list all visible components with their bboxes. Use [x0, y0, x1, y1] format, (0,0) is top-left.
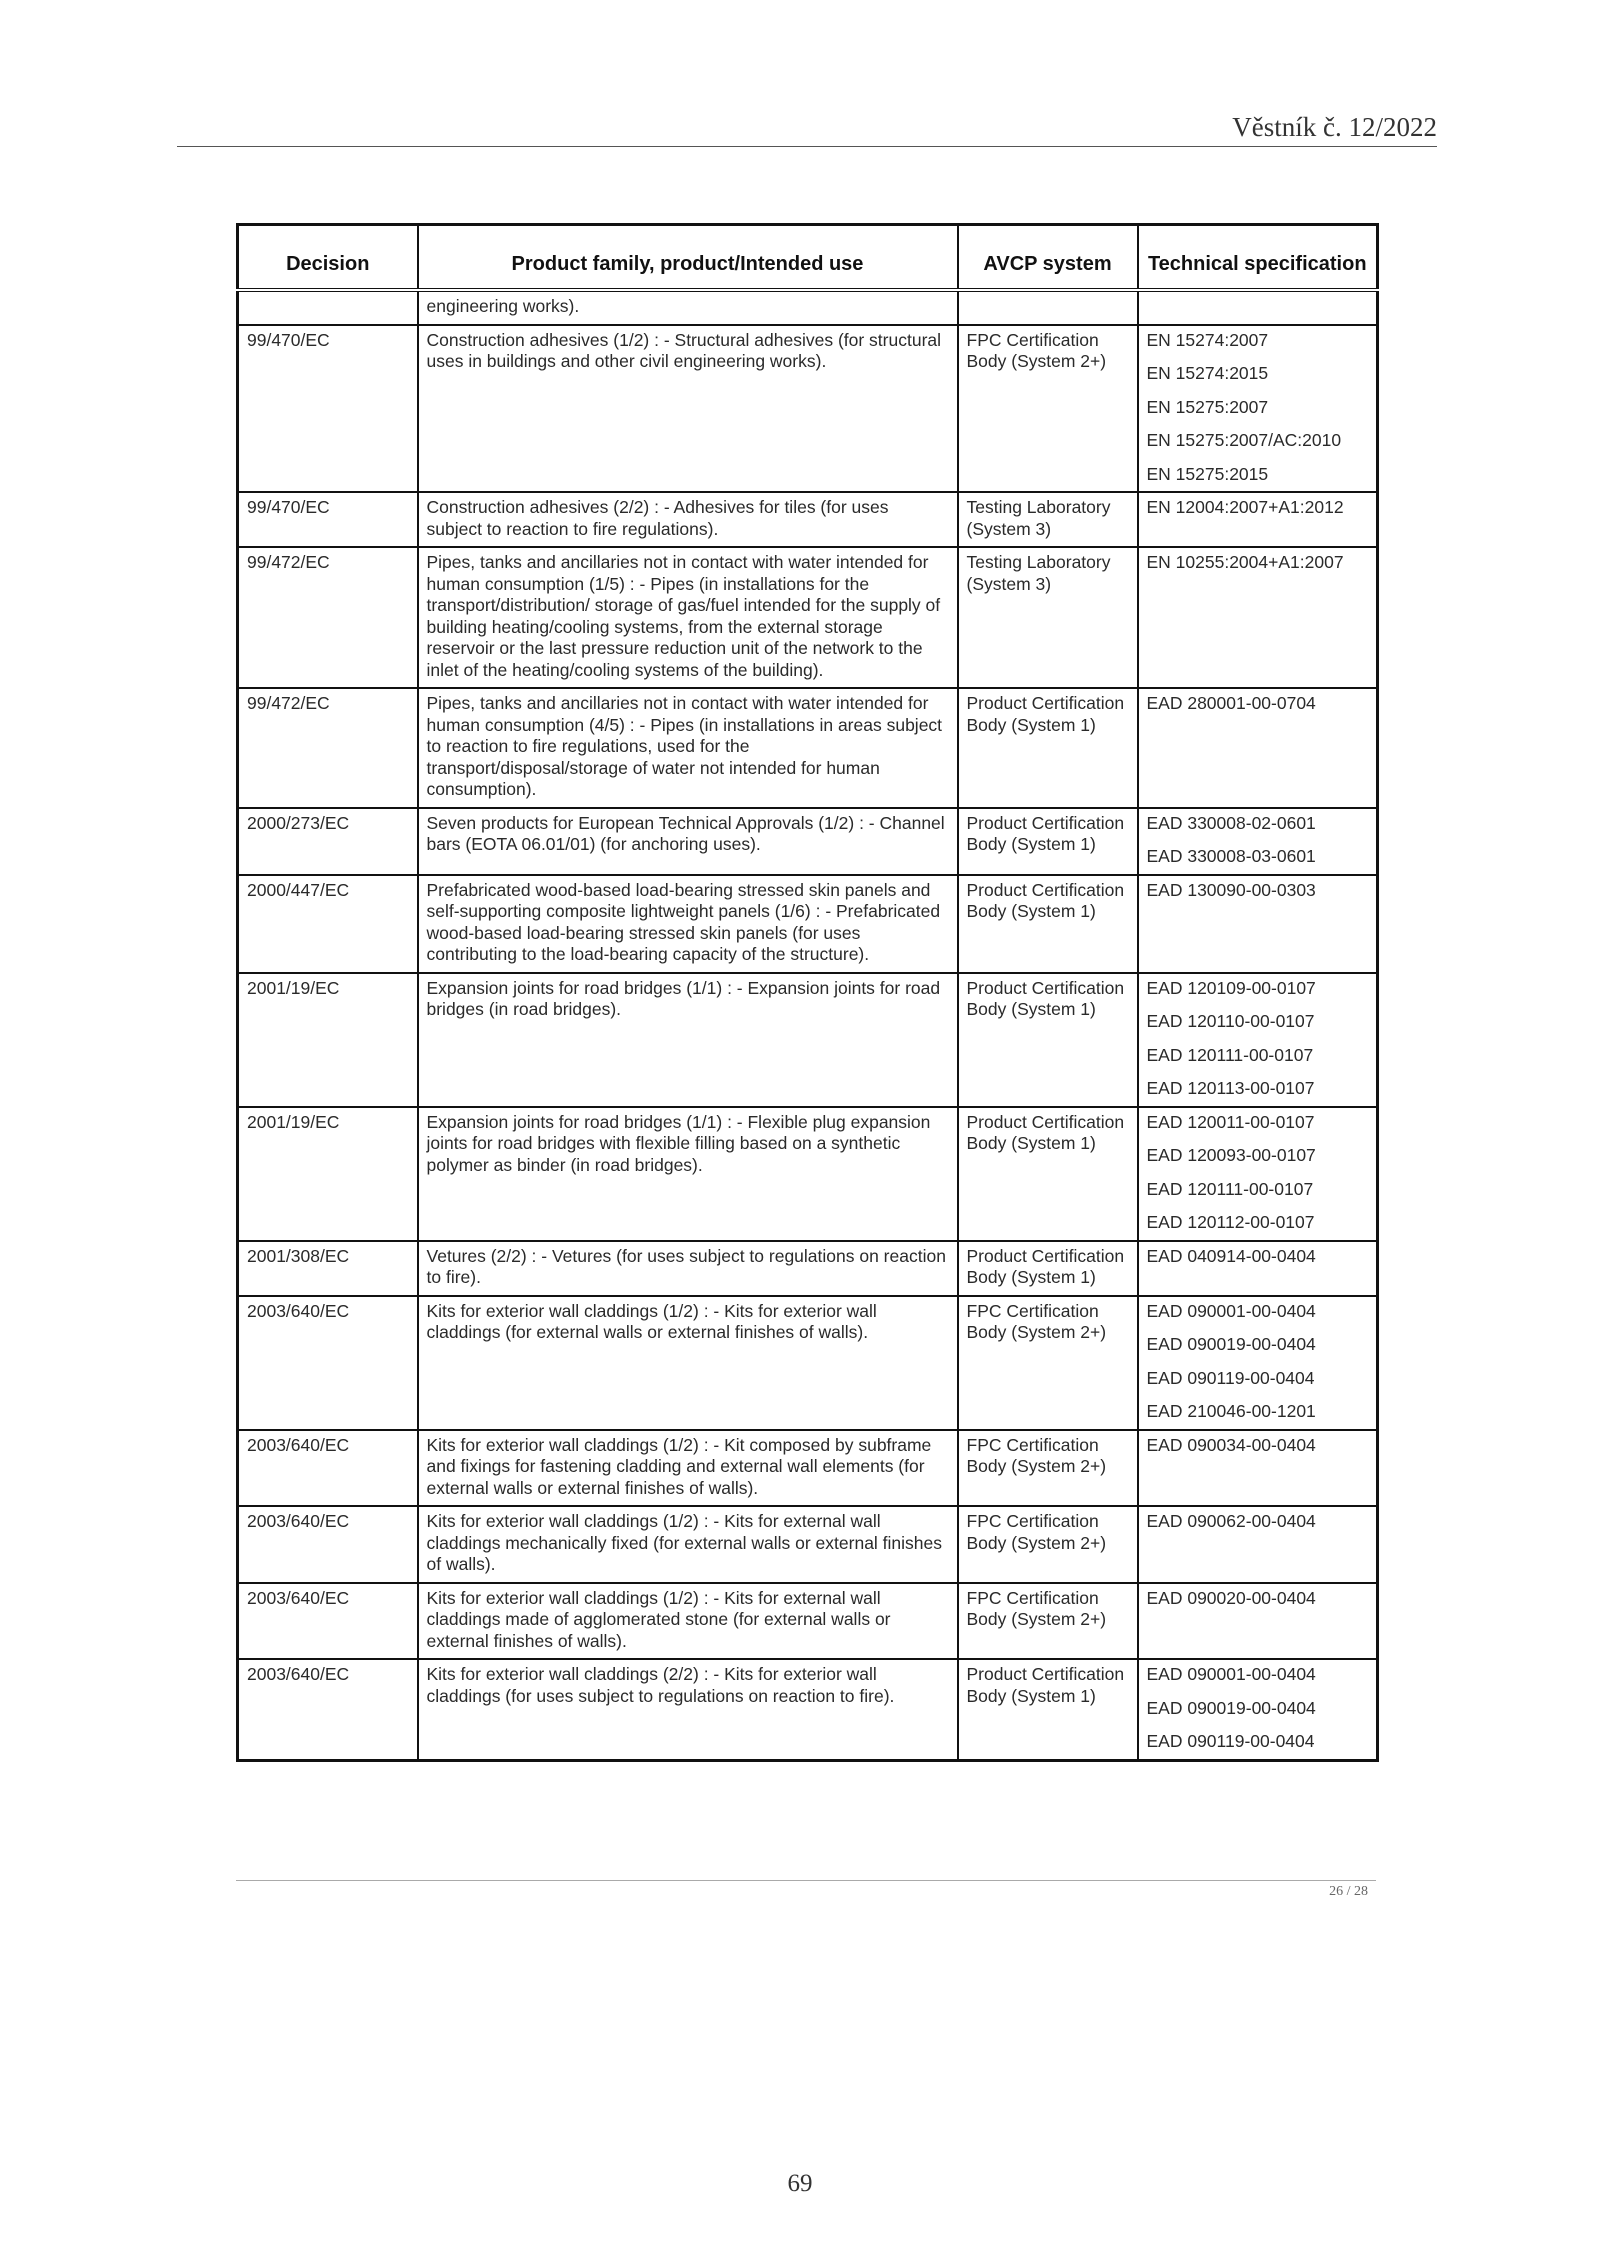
specification-item: EAD 120111-00-0107 — [1146, 1178, 1314, 1199]
specification-cell — [1138, 973, 1378, 1107]
avcp-cell: Product Certification Body (System 1) — [958, 808, 1138, 875]
avcp-cell — [958, 290, 1138, 325]
specification-item: EAD 090034-00-0404 — [1146, 1434, 1316, 1455]
decision-cell: 99/470/EC — [238, 325, 418, 493]
page-number: 69 — [787, 2170, 813, 2197]
specification-cell — [1138, 290, 1378, 325]
table-row — [238, 1583, 1378, 1660]
specification-item: EN 15275:2015 — [1146, 463, 1269, 484]
column-header-specification: Technical specification — [1138, 225, 1378, 291]
specification-cell — [1138, 808, 1378, 875]
table-header-row — [238, 225, 1378, 291]
specification-item: EAD 120110-00-0107 — [1146, 1011, 1315, 1031]
specification-item: EN 15275:2007 — [1146, 396, 1269, 417]
table-row — [238, 875, 1378, 973]
page-counter: 26 / 28 — [1329, 1884, 1368, 1899]
specification-table — [236, 223, 1379, 1762]
specification-item: EAD 330008-03-0601 — [1146, 846, 1316, 866]
product-cell: Kits for exterior wall claddings (1/2) : - Kits for external wall claddings mechanically fixed (for external walls or external finishes of walls). — [418, 1506, 958, 1583]
table-row — [238, 290, 1378, 325]
table-row — [238, 547, 1378, 688]
decision-cell: 2001/19/EC — [238, 973, 418, 1107]
product-cell: Construction adhesives (1/2) : - Structural adhesives (for structural uses in buildings and other civil engineering works). — [418, 325, 958, 493]
specification-item: EAD 120111-00-0107 — [1146, 1044, 1314, 1065]
decision-cell: 2003/640/EC — [238, 1583, 418, 1660]
product-cell: Seven products for European Technical Approvals (1/2) : - Channel bars (EOTA 06.01/01) (for anchoring uses). — [418, 808, 958, 875]
specification-item: EAD 090062-00-0404 — [1146, 1511, 1316, 1531]
decision-cell — [238, 290, 418, 325]
specification-cell — [1138, 325, 1378, 493]
specification-item: EAD 130090-00-0303 — [1146, 879, 1316, 900]
specification-cell — [1138, 1506, 1378, 1583]
product-cell: engineering works). — [418, 290, 958, 325]
specification-item: EAD 090020-00-0404 — [1146, 1587, 1316, 1608]
table-row — [238, 1659, 1378, 1760]
specification-item: EAD 210046-00-1201 — [1146, 1401, 1316, 1421]
table-row — [238, 973, 1378, 1107]
product-cell: Vetures (2/2) : - Vetures (for uses subject to regulations on reaction to fire). — [418, 1241, 958, 1296]
specification-cell — [1138, 1659, 1378, 1760]
journal-title: Věstník č. 12/2022 — [1232, 112, 1437, 142]
specification-item: EAD 120093-00-0107 — [1146, 1145, 1316, 1165]
decision-cell: 2001/19/EC — [238, 1107, 418, 1241]
specification-item: EAD 120109-00-0107 — [1146, 977, 1316, 998]
avcp-cell: FPC Certification Body (System 2+) — [958, 325, 1138, 493]
specification-item: EN 15274:2007 — [1146, 329, 1269, 350]
table-row — [238, 325, 1378, 493]
decision-cell: 2003/640/EC — [238, 1659, 418, 1760]
avcp-cell: FPC Certification Body (System 2+) — [958, 1430, 1138, 1507]
specification-item: EAD 090019-00-0404 — [1146, 1697, 1316, 1718]
specification-cell — [1138, 1583, 1378, 1660]
specification-item: EN 15274:2015 — [1146, 363, 1269, 383]
product-cell: Pipes, tanks and ancillaries not in contact with water intended for human consumption (4/5) : - Pipes (in installations in areas subject to reaction to fire regulations, used for the transport/disposal/storage of water not intended for human consumption). — [418, 688, 958, 808]
specification-item: EAD 330008-02-0601 — [1146, 812, 1316, 833]
decision-cell: 99/472/EC — [238, 547, 418, 688]
table-row — [238, 1107, 1378, 1241]
product-cell: Kits for exterior wall claddings (1/2) : - Kits for external wall claddings made of agglomerated stone (for external walls or external finishes of walls). — [418, 1583, 958, 1660]
product-cell: Expansion joints for road bridges (1/1) : - Expansion joints for road bridges (in road bridges). — [418, 973, 958, 1107]
specification-cell — [1138, 1107, 1378, 1241]
column-header-product: Product family, product/Intended use — [418, 225, 958, 291]
avcp-cell: Product Certification Body (System 1) — [958, 973, 1138, 1107]
table-body — [238, 290, 1378, 1760]
avcp-cell: Product Certification Body (System 1) — [958, 688, 1138, 808]
table-row — [238, 1506, 1378, 1583]
decision-cell: 2003/640/EC — [238, 1506, 418, 1583]
journal-header — [177, 108, 1437, 147]
decision-cell: 2003/640/EC — [238, 1430, 418, 1507]
specification-item: EN 12004:2007+A1:2012 — [1146, 497, 1344, 517]
decision-cell: 2000/273/EC — [238, 808, 418, 875]
specification-item: EAD 120011-00-0107 — [1146, 1111, 1315, 1132]
column-header-avcp: AVCP system — [958, 225, 1138, 291]
table-row — [238, 808, 1378, 875]
avcp-cell: Product Certification Body (System 1) — [958, 1659, 1138, 1760]
specification-item: EAD 120113-00-0107 — [1146, 1078, 1315, 1098]
product-cell: Prefabricated wood-based load-bearing stressed skin panels and self-supporting composite lightweight panels (1/6) : - Prefabricated wood-based load-bearing stressed skin panels (for uses contributing to the load-bearing capacity of the structure). — [418, 875, 958, 973]
specification-item: EAD 120112-00-0107 — [1146, 1212, 1315, 1232]
specification-cell — [1138, 547, 1378, 688]
specification-cell — [1138, 875, 1378, 973]
specification-item: EAD 280001-00-0704 — [1146, 693, 1316, 713]
avcp-cell: Product Certification Body (System 1) — [958, 1241, 1138, 1296]
avcp-cell: FPC Certification Body (System 2+) — [958, 1583, 1138, 1660]
avcp-cell: Testing Laboratory (System 3) — [958, 547, 1138, 688]
decision-cell: 2000/447/EC — [238, 875, 418, 973]
product-cell: Kits for exterior wall claddings (1/2) : - Kits for exterior wall claddings (for external walls or external finishes of walls). — [418, 1296, 958, 1430]
product-cell: Expansion joints for road bridges (1/1) : - Flexible plug expansion joints for road bridges with flexible filling based on a synthetic polymer as binder (in road bridges). — [418, 1107, 958, 1241]
avcp-cell: Product Certification Body (System 1) — [958, 1107, 1138, 1241]
table-row — [238, 1296, 1378, 1430]
decision-cell: 2001/308/EC — [238, 1241, 418, 1296]
specification-item: EAD 090001-00-0404 — [1146, 1664, 1316, 1684]
product-cell: Kits for exterior wall claddings (2/2) : - Kits for exterior wall claddings (for uses subject to regulations on reaction to fire). — [418, 1659, 958, 1760]
specification-cell — [1138, 1241, 1378, 1296]
table-row — [238, 1430, 1378, 1507]
avcp-cell: FPC Certification Body (System 2+) — [958, 1296, 1138, 1430]
avcp-cell: FPC Certification Body (System 2+) — [958, 1506, 1138, 1583]
avcp-cell: Testing Laboratory (System 3) — [958, 492, 1138, 547]
specification-item: EAD 040914-00-0404 — [1146, 1245, 1316, 1266]
specification-item: EAD 090019-00-0404 — [1146, 1334, 1316, 1354]
product-cell: Pipes, tanks and ancillaries not in contact with water intended for human consumption (1/5) : - Pipes (in installations for the transport/distribution/ storage of gas/fuel intended for the supply of building heating/cooling systems, from the external storage reservoir or the last pressure reduction unit of the network to the inlet of the heating/cooling systems of the building). — [418, 547, 958, 688]
specification-item: EN 10255:2004+A1:2007 — [1146, 552, 1344, 572]
decision-cell: 99/472/EC — [238, 688, 418, 808]
table-row — [238, 1241, 1378, 1296]
specification-table-container — [236, 223, 1376, 1762]
footer-divider — [236, 1880, 1376, 1881]
specification-item: EAD 090119-00-0404 — [1146, 1367, 1315, 1388]
specification-item: EN 15275:2007/AC:2010 — [1146, 430, 1342, 450]
specification-item: EAD 090001-00-0404 — [1146, 1300, 1316, 1321]
column-header-decision: Decision — [238, 225, 418, 291]
specification-cell — [1138, 1296, 1378, 1430]
specification-cell — [1138, 1430, 1378, 1507]
specification-item: EAD 090119-00-0404 — [1146, 1731, 1315, 1751]
table-row — [238, 492, 1378, 547]
avcp-cell: Product Certification Body (System 1) — [958, 875, 1138, 973]
specification-cell — [1138, 492, 1378, 547]
product-cell: Construction adhesives (2/2) : - Adhesives for tiles (for uses subject to reaction to fire regulations). — [418, 492, 958, 547]
decision-cell: 2003/640/EC — [238, 1296, 418, 1430]
product-cell: Kits for exterior wall claddings (1/2) : - Kit composed by subframe and fixings for fastening cladding and external wall elements (for external walls or external finishes of walls). — [418, 1430, 958, 1507]
decision-cell: 99/470/EC — [238, 492, 418, 547]
specification-cell — [1138, 688, 1378, 808]
table-row — [238, 688, 1378, 808]
